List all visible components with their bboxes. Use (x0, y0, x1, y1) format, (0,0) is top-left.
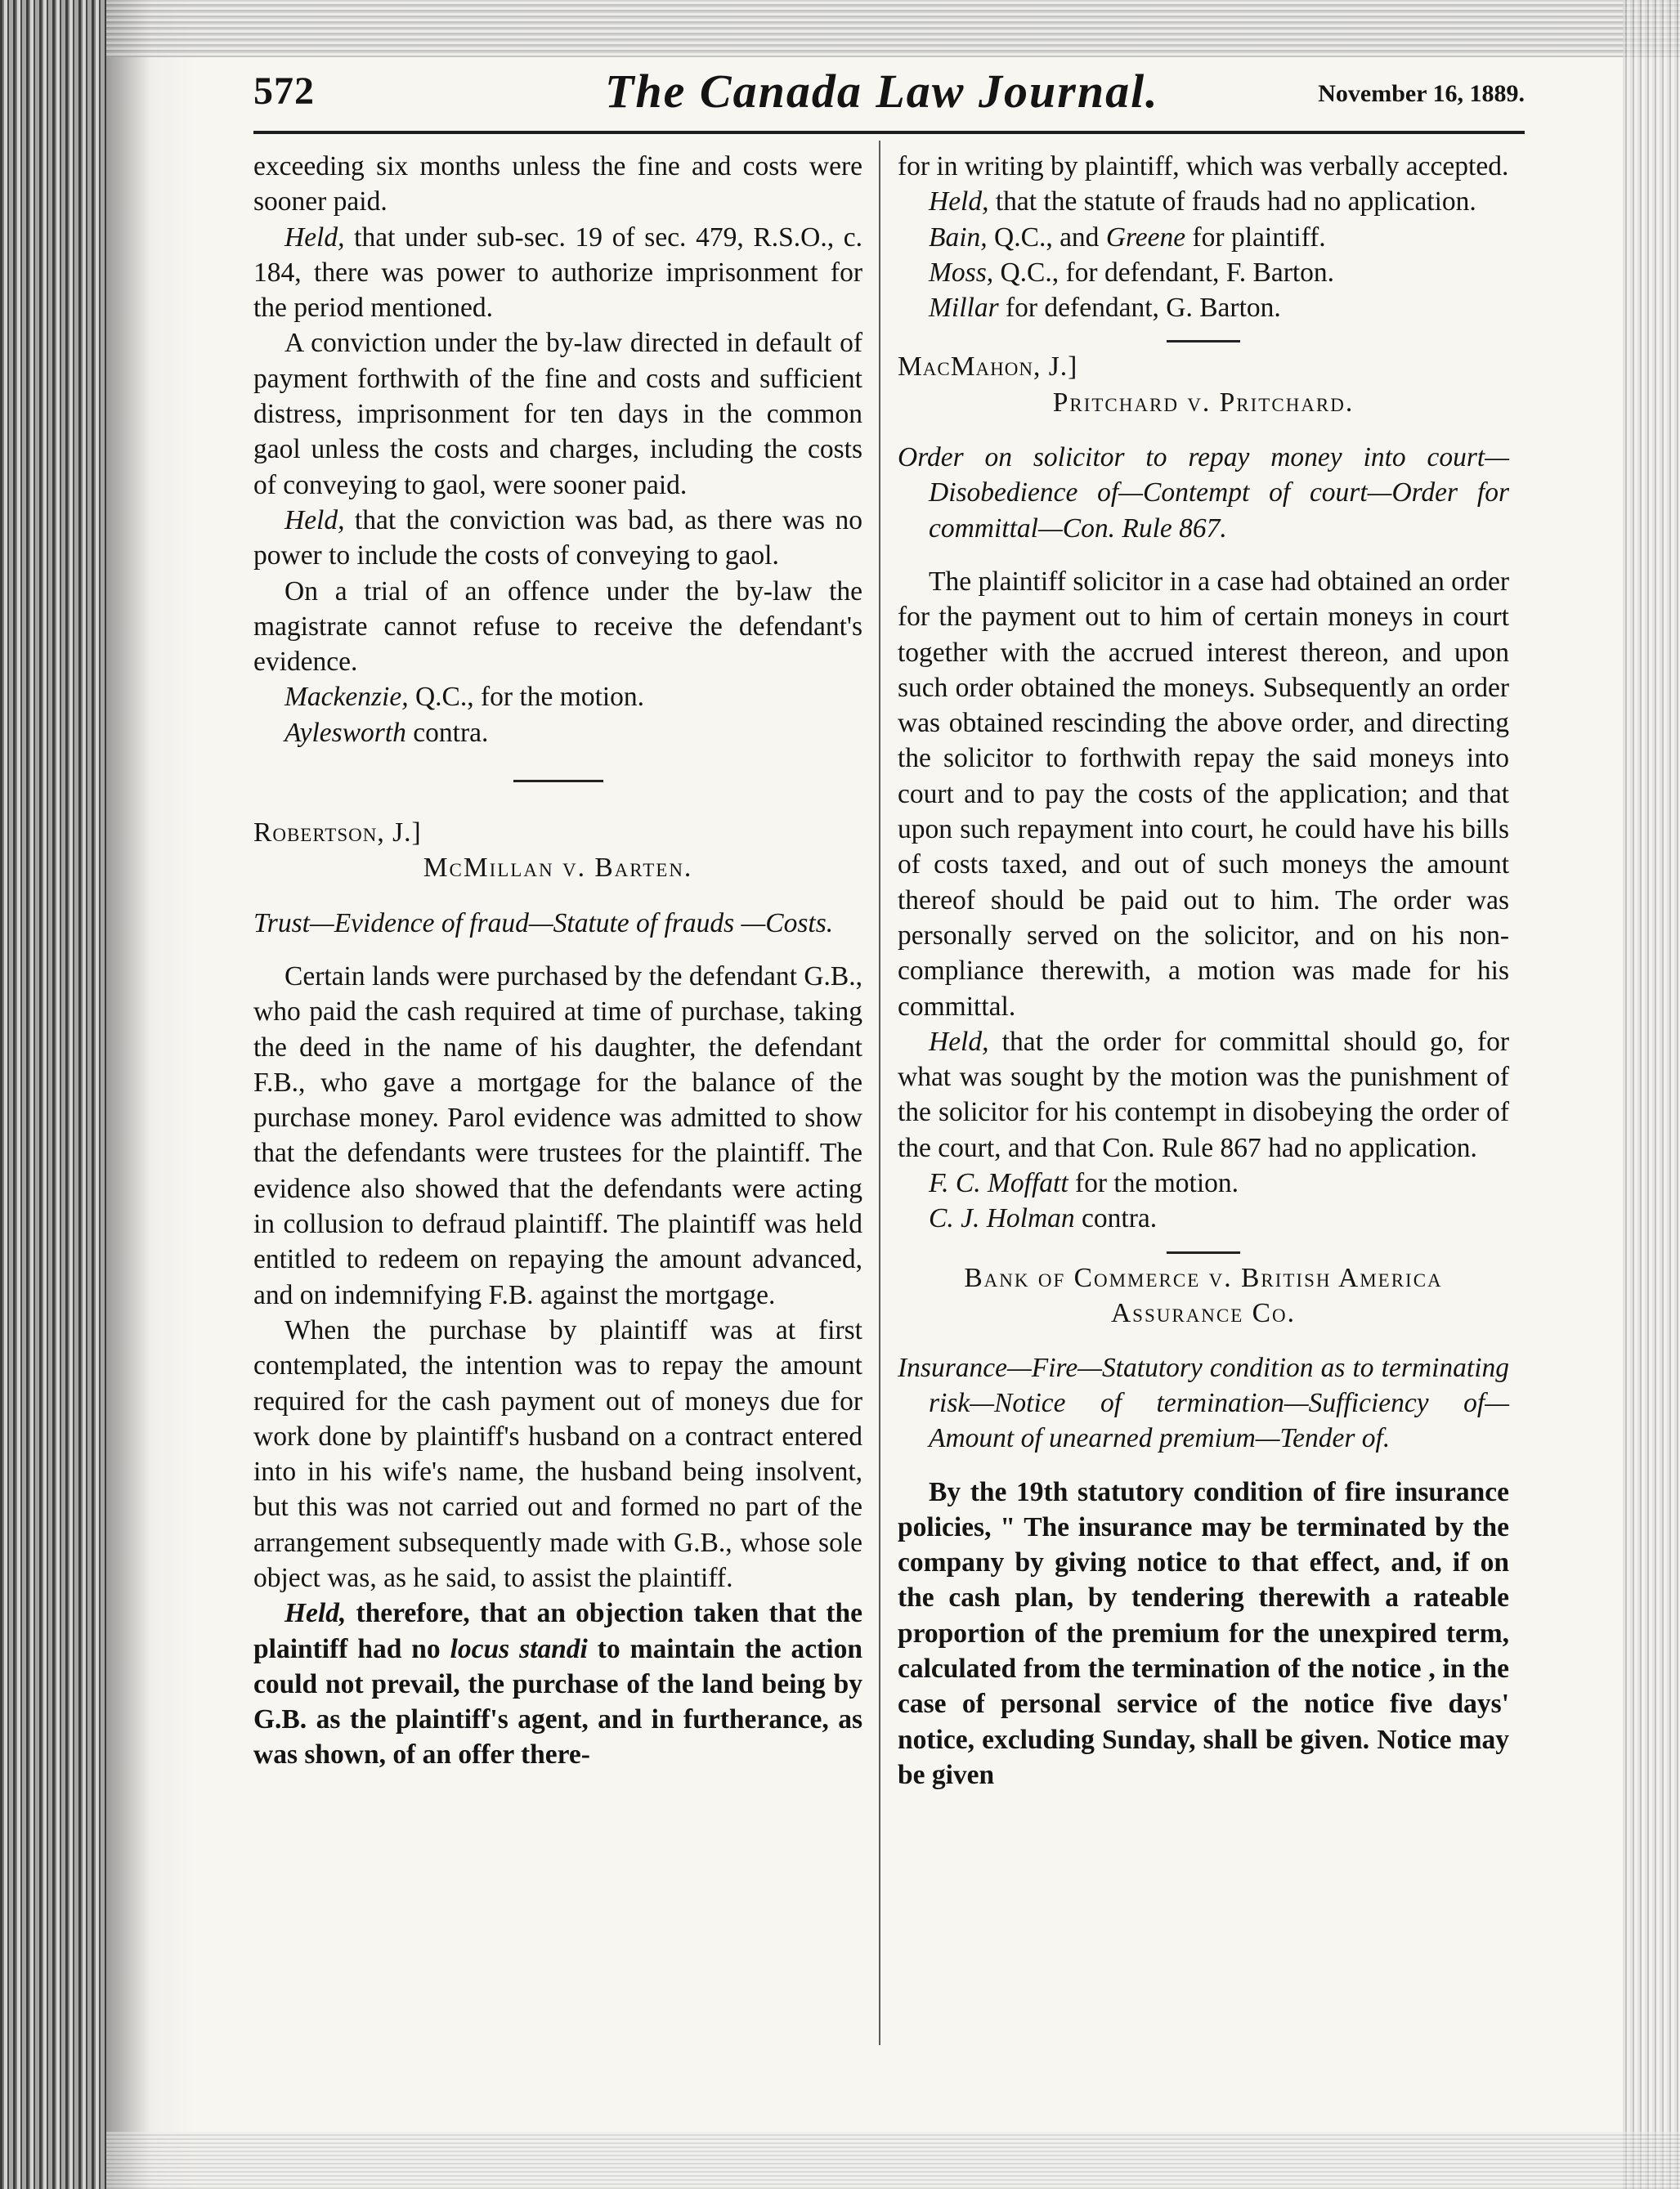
counsel-line (898, 290, 1509, 325)
counsel-line (898, 1201, 1509, 1236)
held-text: that the order for committal should go, for what was sought by the motion was the punishment of the solicitor for his contempt in disobeying the order of the court, and that Con. Rule 867 had no application. (898, 1026, 1509, 1163)
held-text: to maintain the action could not prevail, the purchase of the land being by G.B. as the plaintiff's agent, and in furtherance, as was shown, of an offer there- (253, 1633, 862, 1770)
paragraph (253, 1596, 862, 1772)
headnote: Trust—Evidence of fraud—Statute of frauds —Costs. (253, 907, 834, 938)
paragraph: Certain lands were purchased by the defendant G.B., who paid the cash required at time of purchase, taking the deed in the name of his daughter, the defendant F.B., who gave a mortgage for the balance of the purchase money. Parol evidence was admitted to show that the defendants were trustees for the plaintiff. The evidence also showed that the defendants were acting in collusion to defraud plaintiff. The plaintiff was held entitled to redeem on repaying the amount advanced, and on indemnifying F.B. against the mortgage. (253, 960, 862, 1310)
header-rule (253, 131, 1525, 134)
counsel-name: Mackenzie, (284, 682, 409, 713)
left-column (253, 149, 862, 1773)
scan-top-noise (106, 0, 1680, 57)
counsel-line (898, 255, 1509, 290)
held-label: Held, (284, 222, 345, 253)
issue-date: November 16, 1889. (1318, 80, 1525, 107)
running-header (253, 64, 1525, 129)
counsel-text: Q.C., and (987, 222, 1106, 253)
paragraph (253, 220, 862, 326)
paragraph: for in writing by plaintiff, which was verbally accepted. (898, 151, 1509, 181)
counsel-text: contra. (1074, 1203, 1158, 1234)
counsel-text: for the motion. (1068, 1168, 1239, 1199)
headnote: Insurance—Fire—Statutory condition as to terminating risk—Notice of termination—Sufficiency of—Amount of unearned premium—Tender of. (898, 1352, 1509, 1454)
counsel-text: Q.C., for defendant, F. Barton. (993, 257, 1335, 288)
paragraph: On a trial of an offence under the by-law the magistrate cannot refuse to receive the defendant's evidence. (253, 575, 862, 678)
held-text: that the conviction was bad, as there was no power to include the costs of conveying to gaol. (253, 504, 862, 571)
counsel-text: for defendant, G. Barton. (998, 293, 1281, 324)
scan-shadow (106, 0, 196, 2189)
held-label: Held, (929, 186, 989, 217)
counsel-text: contra. (405, 717, 489, 748)
counsel-name: F. C. Moffatt (929, 1168, 1068, 1199)
counsel-name: C. J. Holman (929, 1203, 1075, 1234)
counsel-name: Aylesworth (284, 717, 406, 748)
counsel-line (253, 715, 862, 750)
headnote: Order on solicitor to repay money into court—Disobedience of—Contempt of court—Order for committal—Con. Rule 867. (898, 442, 1509, 544)
counsel-name: Millar (929, 293, 999, 324)
section-separator (1167, 1251, 1240, 1254)
counsel-line (898, 1166, 1509, 1201)
paragraph: A conviction under the by-law directed in default of payment forthwith of the fine and costs and sufficient distress, imprisonment for ten days in the common gaol unless the costs and charges, including the costs of conveying to gaol, were sooner paid. (253, 328, 862, 500)
case-title: McMillan v. Barten. (423, 853, 693, 884)
held-text: therefore, that an objection taken that the plaintiff had no (253, 1598, 862, 1664)
held-text: that under sub-sec. 19 of sec. 479, R.S.O., c. 184, there was power to authorize imprisonment for the period mentioned. (253, 222, 862, 324)
judge-name: Robertson, J.] (253, 817, 422, 848)
page-number: 572 (253, 69, 315, 113)
case-title: Pritchard v. Pritchard. (1052, 387, 1355, 418)
paragraph: When the purchase by plaintiff was at first contemplated, the intention was to repay the amount required for the cash payment out of moneys due for work done by plaintiff's husband on a contract entered into in his wife's name, the husband being insolvent, but this was not carried out and formed no part of the arrangement subsequently made with G.B., whose sole object was, as he said, to assist the plaintiff. (253, 1314, 862, 1593)
counsel-text: Q.C., for the motion. (408, 682, 645, 713)
paragraph: exceeding six months unless the fine and costs were sooner paid. (253, 151, 862, 217)
section-separator (1167, 340, 1240, 342)
section-separator (513, 780, 603, 782)
scan-binding-edge (0, 0, 106, 2189)
held-label: Held, (284, 504, 345, 535)
paragraph: The plaintiff solicitor in a case had obtained an order for the payment out to him of certain moneys in court together with the accrued interest thereon, and upon such order obtained the moneys. Subsequently an order was obtained rescinding the above order, and directing the solicitor to forthwith repay the said moneys into court and to pay the costs of the application; and that upon such repayment into court, he could have his bills of costs taxed, and out of such moneys the amount thereof should be paid out to him. The order was personally served on the solicitor, and on his non-compliance therewith, a motion was made for his committal. (898, 566, 1509, 1022)
counsel-line (253, 679, 862, 714)
counsel-line (898, 220, 1509, 255)
paragraph (898, 184, 1509, 219)
held-label: Held, (929, 1026, 989, 1057)
paragraph: By the 19th statutory condition of fire insurance policies, " The insurance may be terminated by the company by giving notice to that effect, and, if on the cash plan, by tendering therewith a rateable proportion of the premium for the unexpired term, calculated from the termination of the notice , in the case of personal service of the notice five days' notice, excluding Sunday, shall be given. Notice may be given (898, 1476, 1509, 1790)
column-divider (879, 141, 880, 2045)
paragraph (898, 1024, 1509, 1166)
counsel-name: Bain, (929, 222, 988, 253)
latin-term: locus standi (450, 1633, 588, 1664)
judge-name: MacMahon, J.] (898, 351, 1078, 383)
counsel-text: for plaintiff. (1185, 222, 1326, 253)
held-text: that the statute of frauds had no application. (988, 186, 1476, 217)
right-column (898, 149, 1509, 1793)
journal-title: The Canada Law Journal. (605, 65, 1159, 118)
scan-right-edge (1623, 0, 1680, 2189)
counsel-name: Moss, (929, 257, 994, 288)
held-label: Held, (284, 1598, 347, 1629)
case-title: Bank of Commerce v. British America Assurance Co. (964, 1262, 1443, 1328)
scan-bottom-noise (106, 2132, 1680, 2189)
paragraph (253, 503, 862, 574)
counsel-name: Greene (1105, 222, 1186, 253)
